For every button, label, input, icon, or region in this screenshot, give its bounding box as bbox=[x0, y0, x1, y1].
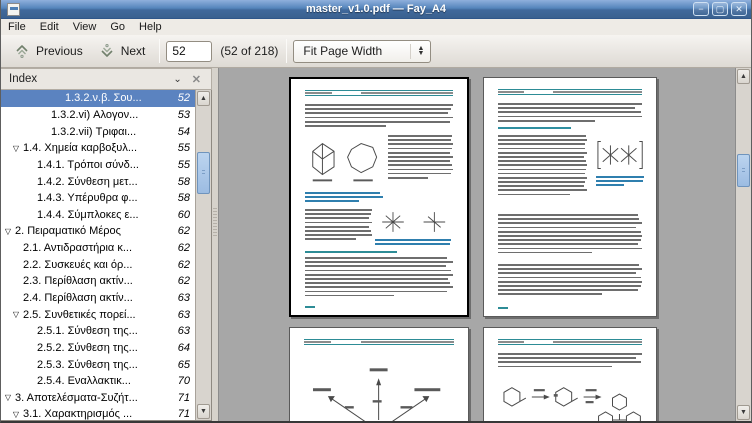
toc-item-label: 2.2. Συσκευές και όρ... bbox=[23, 258, 133, 271]
text-line bbox=[498, 248, 643, 250]
toc-item[interactable] bbox=[1, 340, 195, 357]
close-button[interactable]: ✕ bbox=[731, 2, 747, 16]
page-header-rule bbox=[498, 89, 643, 95]
simulated-column-text bbox=[388, 135, 453, 181]
toc-item[interactable] bbox=[1, 123, 195, 140]
window-icon bbox=[7, 3, 20, 16]
toc-item-label: 2.1. Αντιδραστήρια κ... bbox=[23, 242, 133, 255]
text-line bbox=[498, 353, 643, 355]
go-down-icon bbox=[99, 43, 115, 59]
section-heading bbox=[305, 251, 397, 253]
page-thumbnail-current[interactable] bbox=[289, 77, 469, 317]
title-bar[interactable] bbox=[1, 0, 751, 19]
toc-item-page: 65 bbox=[177, 358, 190, 371]
previous-button[interactable] bbox=[6, 39, 91, 63]
text-line bbox=[498, 264, 640, 266]
text-line bbox=[498, 135, 587, 137]
toolbar-separator bbox=[286, 39, 287, 63]
text-line bbox=[305, 104, 453, 106]
pane-grip bbox=[213, 208, 217, 238]
scroll-up-icon[interactable]: ▲ bbox=[197, 91, 210, 106]
text-line bbox=[498, 164, 587, 166]
toc-item-label: 2. Πειραματικό Μέρος bbox=[15, 225, 121, 238]
text-line bbox=[498, 116, 643, 118]
text-line bbox=[498, 181, 586, 183]
toc-item-label: 1.3.2.vii) Τριφαι... bbox=[51, 125, 137, 138]
text-line bbox=[498, 143, 585, 145]
minimize-button[interactable]: − bbox=[693, 2, 709, 16]
text-line bbox=[498, 268, 643, 270]
expander-icon[interactable]: ▽ bbox=[12, 409, 20, 419]
document-view[interactable] bbox=[218, 68, 751, 421]
text-line bbox=[305, 200, 358, 202]
toc-item[interactable] bbox=[1, 273, 195, 290]
figure-caption bbox=[375, 239, 452, 247]
next-label: Next bbox=[120, 44, 146, 58]
toc-item-label: 1.4.1. Τρόποι σύνδ... bbox=[37, 158, 139, 171]
text-line bbox=[498, 194, 570, 196]
toc-item[interactable] bbox=[1, 306, 195, 323]
toc-item[interactable] bbox=[1, 323, 195, 340]
toolbar-separator bbox=[159, 39, 160, 63]
text-line bbox=[498, 169, 587, 171]
text-line bbox=[388, 148, 452, 150]
text-line bbox=[305, 117, 453, 119]
text-line bbox=[498, 272, 637, 274]
text-line bbox=[498, 293, 602, 295]
document-scrollbar-thumb[interactable] bbox=[737, 154, 750, 187]
text-line bbox=[305, 257, 447, 259]
toc-item-page: 60 bbox=[177, 208, 190, 221]
molecule-diagram bbox=[305, 135, 382, 187]
toc-item-label: 2.5. Συνθετικές πορεί... bbox=[23, 308, 136, 321]
text-line bbox=[305, 217, 369, 219]
text-line bbox=[498, 218, 640, 220]
menu-help[interactable]: Help bbox=[139, 21, 162, 33]
simulated-paragraph bbox=[498, 264, 643, 298]
page-header-rule bbox=[304, 339, 454, 345]
toc-item[interactable] bbox=[1, 290, 195, 307]
text-line bbox=[305, 270, 451, 272]
toc-item[interactable] bbox=[1, 190, 195, 207]
text-line bbox=[305, 261, 453, 263]
page-footer-number bbox=[498, 307, 508, 309]
text-line bbox=[498, 243, 638, 245]
text-line bbox=[498, 107, 635, 109]
page-header-rule bbox=[305, 90, 453, 96]
toc-item-label: 1.4. Χημεία καρβοξυλ... bbox=[23, 142, 137, 155]
text-line bbox=[305, 209, 372, 211]
text-line bbox=[498, 148, 586, 150]
menu-bar bbox=[1, 19, 751, 35]
menu-go[interactable]: Go bbox=[110, 21, 126, 33]
text-line bbox=[498, 281, 643, 283]
text-line bbox=[498, 152, 587, 154]
text-line bbox=[305, 291, 447, 293]
toc-item-page: 63 bbox=[177, 308, 190, 321]
sidebar-header bbox=[1, 68, 212, 90]
reaction-scheme-diagram bbox=[311, 354, 446, 421]
toolbar bbox=[1, 35, 751, 68]
toc-item[interactable] bbox=[1, 90, 195, 107]
text-line bbox=[388, 156, 453, 158]
text-line bbox=[375, 243, 449, 245]
text-line bbox=[498, 173, 585, 175]
toc-item-label: 2.5.3. Σύνθεση της... bbox=[37, 358, 138, 371]
text-line bbox=[498, 277, 641, 279]
text-line bbox=[498, 222, 643, 224]
reaction-scheme-diagram bbox=[494, 376, 645, 421]
text-line bbox=[305, 222, 372, 224]
text-line bbox=[305, 278, 448, 280]
text-line bbox=[498, 235, 643, 237]
text-line bbox=[498, 160, 587, 162]
page-thumbnail[interactable] bbox=[289, 327, 469, 421]
text-line bbox=[498, 231, 641, 233]
text-line bbox=[596, 184, 624, 186]
toc-item-label: 1.3.2.vi) Αλογον... bbox=[51, 108, 139, 121]
text-line bbox=[596, 180, 643, 182]
toc-item-label: 3. Αποτελέσματα-Συζήτ... bbox=[15, 391, 138, 404]
toc-item[interactable] bbox=[1, 157, 195, 174]
scroll-down-icon[interactable]: ▼ bbox=[737, 405, 750, 420]
previous-label: Previous bbox=[36, 44, 83, 58]
toc-item[interactable] bbox=[1, 406, 195, 420]
toc-item-label: 1.3.2.ν.β. Σου... bbox=[65, 92, 142, 105]
text-line bbox=[498, 366, 612, 368]
page-header-rule bbox=[498, 339, 643, 345]
text-line bbox=[498, 111, 641, 113]
text-line bbox=[305, 125, 386, 127]
toc-item-page: 63 bbox=[177, 292, 190, 304]
table-of-contents bbox=[1, 90, 195, 420]
text-line bbox=[305, 121, 450, 123]
toc-item[interactable] bbox=[1, 256, 195, 273]
toc-item-page: 62 bbox=[177, 258, 190, 271]
expander-icon[interactable]: ▽ bbox=[4, 393, 12, 403]
text-line bbox=[498, 252, 592, 254]
toc-item-page: 71 bbox=[177, 391, 190, 404]
page-footer-number bbox=[305, 306, 315, 308]
index-sidebar bbox=[1, 68, 212, 421]
text-line bbox=[305, 230, 371, 232]
simulated-paragraph bbox=[305, 257, 453, 299]
menu-view[interactable]: View bbox=[72, 21, 97, 33]
toc-item[interactable] bbox=[1, 223, 195, 240]
page-thumbnail[interactable] bbox=[483, 327, 657, 421]
text-line bbox=[305, 265, 445, 267]
text-line bbox=[388, 135, 452, 137]
text-line bbox=[388, 143, 453, 145]
sidebar-close-icon[interactable]: ✕ bbox=[191, 73, 201, 86]
text-line bbox=[305, 112, 448, 114]
go-up-icon bbox=[14, 43, 30, 59]
text-line bbox=[305, 274, 453, 276]
toc-item-page: 53 bbox=[177, 108, 190, 121]
toc-item-label: 2.5.4. Εναλλακτικ... bbox=[37, 375, 131, 388]
text-line bbox=[498, 239, 641, 241]
sidebar-title: Index bbox=[9, 73, 38, 85]
text-line bbox=[305, 108, 451, 110]
text-line bbox=[498, 357, 637, 359]
toc-item-label: 2.4. Περίθλαση ακτίν... bbox=[23, 292, 133, 304]
menu-edit[interactable]: Edit bbox=[39, 21, 59, 33]
toc-item[interactable] bbox=[1, 140, 195, 157]
toc-item[interactable] bbox=[1, 173, 195, 190]
toc-item-page: 58 bbox=[177, 192, 190, 205]
toc-item-page: 58 bbox=[177, 175, 190, 188]
sidebar-scrollbar-thumb[interactable] bbox=[197, 152, 210, 194]
text-line bbox=[388, 139, 451, 141]
text-line bbox=[388, 160, 450, 162]
simulated-paragraph bbox=[498, 353, 643, 370]
text-line bbox=[388, 164, 452, 166]
zoom-level-select[interactable] bbox=[293, 40, 431, 63]
spinner-icon: ▲ ▼ bbox=[410, 44, 424, 59]
subsection-heading bbox=[498, 127, 575, 131]
toc-item-page: 64 bbox=[177, 341, 190, 354]
text-line bbox=[498, 156, 584, 158]
scroll-up-icon[interactable]: ▲ bbox=[737, 69, 750, 84]
text-line bbox=[498, 361, 641, 363]
toc-item[interactable] bbox=[1, 240, 195, 257]
toc-item[interactable] bbox=[1, 390, 195, 407]
text-line bbox=[388, 177, 428, 179]
text-line bbox=[305, 238, 356, 240]
window-title: master_v1.0.pdf — Fay_A4 bbox=[305, 3, 446, 15]
scroll-down-icon[interactable]: ▼ bbox=[197, 404, 210, 419]
text-line bbox=[305, 226, 369, 228]
text-line bbox=[498, 289, 638, 291]
simulated-paragraph bbox=[498, 214, 643, 256]
text-line bbox=[388, 169, 453, 171]
toc-item-label: 1.4.3. Υπέρυθρα φ... bbox=[37, 192, 138, 205]
toc-item-page: 63 bbox=[177, 325, 190, 338]
document-scrollbar[interactable] bbox=[735, 68, 751, 421]
toc-item[interactable] bbox=[1, 206, 195, 223]
toc-item-page: 71 bbox=[177, 408, 190, 420]
figure-caption bbox=[596, 176, 644, 188]
molecule-diagram bbox=[375, 207, 456, 237]
toc-item-page: 62 bbox=[177, 225, 190, 238]
page-thumbnail[interactable] bbox=[483, 77, 657, 317]
text-line bbox=[498, 103, 643, 105]
toc-item-page: 62 bbox=[177, 242, 190, 255]
expander-icon[interactable]: ▽ bbox=[4, 226, 12, 236]
text-line bbox=[596, 176, 644, 178]
text-line bbox=[498, 127, 572, 129]
toc-item[interactable] bbox=[1, 107, 195, 124]
next-button[interactable] bbox=[91, 39, 154, 63]
toc-item-page: 54 bbox=[177, 125, 190, 138]
toc-item[interactable] bbox=[1, 356, 195, 373]
text-line bbox=[498, 285, 641, 287]
zoom-level-value: Fit Page Width bbox=[303, 44, 383, 58]
text-line bbox=[498, 139, 587, 141]
simulated-column-text bbox=[305, 209, 372, 243]
text-line bbox=[498, 189, 587, 191]
toc-item-page: 55 bbox=[177, 158, 190, 171]
toc-item-label: 2.3. Περίθλαση ακτίν... bbox=[23, 275, 133, 288]
text-line bbox=[305, 213, 371, 215]
toc-item-label: 1.4.2. Σύνθεση μετ... bbox=[37, 175, 138, 188]
text-line bbox=[305, 286, 453, 288]
toc-item-label: 3.1. Χαρακτηρισμός ... bbox=[23, 408, 133, 420]
text-line bbox=[305, 196, 382, 198]
text-line bbox=[498, 185, 584, 187]
simulated-paragraph bbox=[498, 103, 643, 124]
text-line bbox=[498, 177, 587, 179]
simulated-paragraph bbox=[305, 104, 453, 129]
text-line bbox=[498, 120, 595, 122]
sidebar-mode-chevron-icon[interactable]: ⌄ bbox=[173, 73, 182, 85]
figure-caption bbox=[305, 192, 382, 204]
toc-item-page: 70 bbox=[177, 375, 190, 388]
toc-item[interactable] bbox=[1, 373, 195, 390]
simulated-column-text bbox=[498, 135, 587, 198]
maximize-button[interactable]: ▢ bbox=[712, 2, 728, 16]
text-line bbox=[305, 192, 380, 194]
toc-item-label: 2.5.2. Σύνθεση της... bbox=[37, 341, 138, 354]
text-line bbox=[388, 152, 451, 154]
molecule-diagram bbox=[596, 138, 644, 172]
expander-icon[interactable]: ▽ bbox=[12, 310, 20, 320]
page-count-status: (52 of 218) bbox=[220, 44, 279, 58]
text-line bbox=[305, 282, 450, 284]
text-line bbox=[498, 214, 638, 216]
toc-item-page: 55 bbox=[177, 142, 190, 155]
sidebar-scrollbar[interactable] bbox=[195, 90, 211, 420]
text-line bbox=[388, 173, 451, 175]
text-line bbox=[375, 239, 451, 241]
page-number-input[interactable] bbox=[166, 41, 212, 62]
menu-file[interactable]: File bbox=[8, 21, 26, 33]
text-line bbox=[498, 227, 637, 229]
toc-item-label: 1.4.4. Σύμπλοκες ε... bbox=[37, 208, 139, 221]
text-line bbox=[305, 295, 394, 297]
expander-icon[interactable]: ▽ bbox=[12, 143, 20, 153]
toc-item-label: 2.5.1. Σύνθεση της... bbox=[37, 325, 138, 338]
toc-item-page: 52 bbox=[177, 92, 190, 105]
toc-item-page: 62 bbox=[177, 275, 190, 288]
text-line bbox=[305, 234, 372, 236]
